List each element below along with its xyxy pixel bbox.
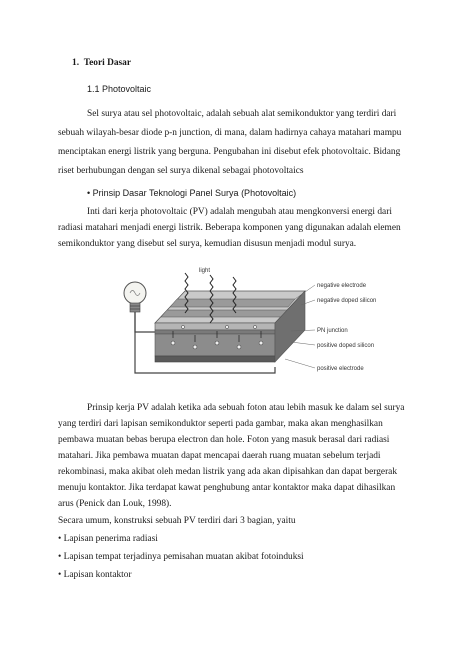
para3-line-4: matahari. Jika pembawa muatan dapat mencapai daerah ruang muatan sebelum terjadi [58,451,381,461]
section-heading [72,58,131,69]
para1-line-1: Sel surya atau sel photovoltaic, adalah sebuah alat semikonduktor yang terdiri dari [87,109,397,119]
para4: Secara umum, konstruksi sebuah PV terdiri dari 3 bagian, yaitu [58,516,296,526]
para2-line-1: Inti dari kerja photovoltaic (PV) adalah mengubah atau mengkonversi energi dari [87,207,392,217]
section-title: Teori Dasar [83,58,132,68]
para3-line-5: rekombinasi, maka akibat oleh medan listrik yang ada akan dipisahkan dan dapat bergerak [58,467,398,477]
para2-line-2: radiasi matahari menjadi energi listrik. Beberapa komponen yang digunakan adalah elemen [58,223,401,233]
para1-line-2: sebuah wilayah-besar diode p-n junction, di mana, dalam hadirnya cahaya matahari mampu [58,128,402,138]
section-number: 1. [72,58,80,68]
circuit-wire [135,312,155,332]
bullet-heading: • Prinsip Dasar Teknologi Panel Surya (Photovoltaic) [87,188,297,198]
para3-line-3: pembawa muatan bebas berupa electron dan hole. Foton yang masuk berasal dari radiasi [58,435,390,445]
para1-line-4: riset berhubungan dengan sel surya dikenal sebagai photovoltaics [58,166,304,176]
negative-electrode-strip [170,299,295,307]
light-bulb-icon [124,282,146,312]
positive-electrode-layer [155,356,275,362]
list-item-1: • Lapisan penerima radiasi [58,534,158,544]
para2-line-3: semikonduktor yang disebut sel surya, kemudian disusun menjadi modul surya. [58,239,357,249]
para3-line-7: arus (Penick dan Louk, 1998). [58,499,172,509]
label-positive-doped-silicon: positive doped silicon [317,343,375,349]
para3-line-1: Prinsip kerja PV adalah ketika ada sebuah foton atau lebih masuk ke dalam sel surya [87,403,405,413]
negative-electrode-strip-2 [161,310,287,317]
para1-line-3: menciptakan energi listrik yang berguna. Pengubahan ini disebut efek photovoltaic. Bidang [58,147,401,157]
subsection-heading: 1.1 Photovoltaic [87,84,152,94]
para3-line-2: yang terdiri dari lapisan semikonduktor seperti pada gambar, maka akan menghasilkan [58,419,383,429]
list-item-2: • Lapisan tempat terjadinya pemisahan muatan akibat fotoinduksi [58,552,304,562]
label-positive-electrode: positive electrode [317,366,364,372]
list-item-3: • Lapisan kontaktor [58,570,132,580]
label-negative-doped-silicon: negative doped silicon [317,298,377,304]
label-pn-junction: PN junction [317,328,348,334]
label-negative-electrode: negative electrode [317,283,367,289]
solar-cell-figure [115,265,377,385]
light-label: light [199,268,211,274]
para3-line-6: menuju kontaktor. Jika terdapat kawat penghubung antar kontaktor maka dapat dihasilkan [58,483,396,493]
negative-doped-layer [155,323,275,330]
